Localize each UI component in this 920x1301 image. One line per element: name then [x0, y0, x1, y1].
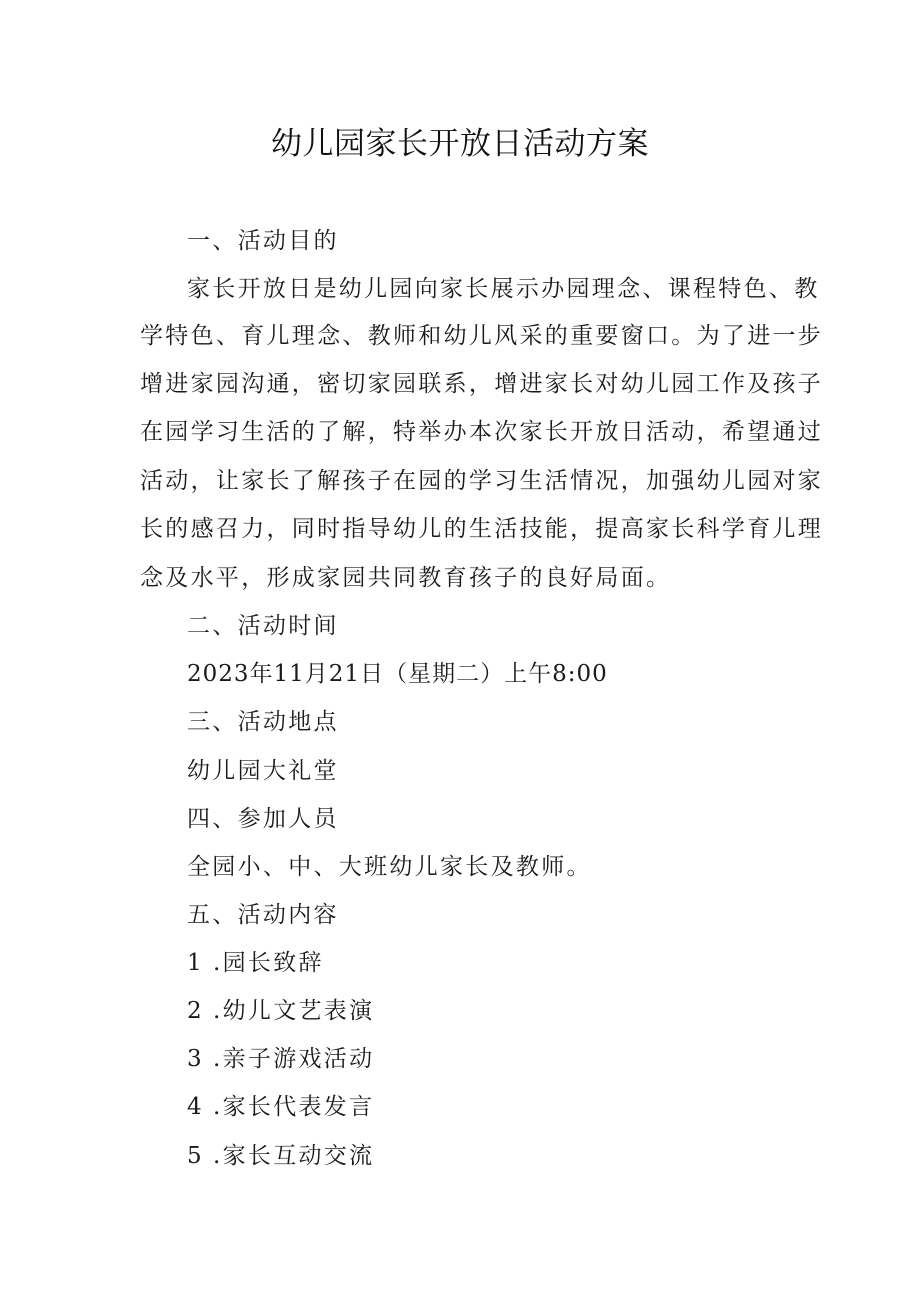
activity-time: 2023年11月21日（星期二）上午8:00	[187, 661, 608, 687]
list-item	[187, 994, 374, 1028]
section-heading-location: 三、活动地点	[187, 709, 339, 735]
paragraph-line: 念及水平，形成家园共同教育孩子的良好局面。	[140, 565, 672, 591]
paragraph-line: 在园学习生活的了解，特举办本次家长开放日活动，希望通过	[140, 419, 824, 445]
paragraph-line: 长的感召力，同时指导幼儿的生活技能，提高家长科学育儿理	[140, 516, 824, 542]
section-heading-content: 五、活动内容	[187, 902, 339, 928]
list-item	[187, 1090, 374, 1124]
list-item-number: 4	[187, 1094, 204, 1120]
section-heading-participants: 四、参加人员	[187, 806, 339, 832]
list-item	[187, 1139, 374, 1173]
paragraph-line: 学特色、育儿理念、教师和幼儿风采的重要窗口。为了进一步	[140, 323, 824, 349]
list-item	[187, 1042, 374, 1076]
list-item-text: .幼儿文艺表演	[213, 998, 375, 1024]
list-item-number: 5	[187, 1143, 204, 1169]
list-item-number: 1	[187, 950, 204, 976]
list-item	[187, 946, 324, 980]
activity-participants: 全园小、中、大班幼儿家长及教师。	[187, 854, 592, 880]
paragraph-line: 家长开放日是幼儿园向家长展示办园理念、课程特色、教	[187, 276, 820, 302]
section-heading-time: 二、活动时间	[187, 613, 339, 639]
list-item-number: 2	[187, 998, 204, 1024]
section-heading-purpose: 一、活动目的	[187, 228, 339, 254]
list-item-number: 3	[187, 1046, 204, 1072]
paragraph-line: 活动，让家长了解孩子在园的学习生活情况，加强幼儿园对家	[140, 468, 824, 494]
list-item-text: .家长互动交流	[213, 1143, 375, 1169]
list-item-text: .家长代表发言	[213, 1094, 375, 1120]
paragraph-line: 增进家园沟通，密切家园联系，增进家长对幼儿园工作及孩子	[140, 371, 824, 397]
activity-location: 幼儿园大礼堂	[187, 758, 339, 784]
document-title: 幼儿园家长开放日活动方案	[271, 126, 649, 162]
list-item-text: .亲子游戏活动	[213, 1046, 375, 1072]
list-item-text: .园长致辞	[213, 950, 324, 976]
